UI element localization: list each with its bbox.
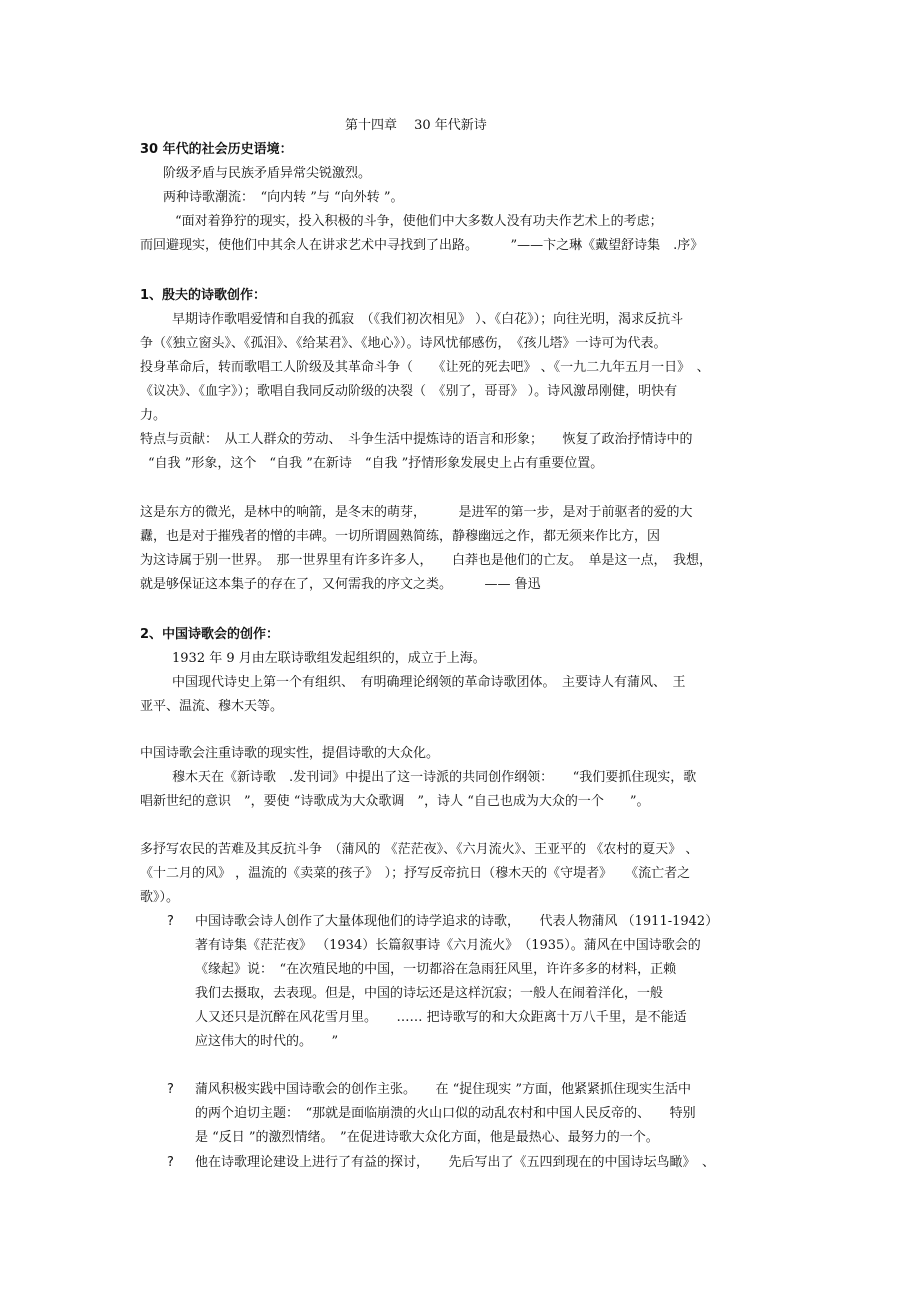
section1-line: 早期诗作歌唱爱情和自我的孤寂 （《我们初次相见》 ）、《白花》）；向往光明，渴求反抗斗 <box>172 312 684 327</box>
section2-para2-line: 穆木天在《新诗歌 .发刊词》中提出了这一诗派的共同创作纲领： “我们要抓住现实，歌 <box>172 770 697 785</box>
bullet2-line: 是 “反日 ”的激烈情绪。 ”在促进诗歌大众化方面，他是最热心、最努力的一个。 <box>195 1130 659 1145</box>
luxun-quote-line: 纛，也是对于摧残者的憎的丰碑。一切所谓圆熟简练，静穆幽远之作，都无须来作比方，因 <box>140 529 661 544</box>
section2-para3-line: 歌》）。 <box>140 890 180 905</box>
section1-line: 力。 <box>140 408 167 423</box>
section2-para3-line: 多抒写农民的苦难及其反抗斗争 （蒲风的 《茫茫夜》、《六月流火》、王亚平的 《农村的夏天》 、 <box>140 842 699 857</box>
section1-heading: 1、殷夫的诗歌创作： <box>140 288 267 303</box>
bullet3-line: 他在诗歌理论建设上进行了有益的探讨， 先后写出了《五四到现在的中国诗坛鸟瞰》 、 <box>195 1155 716 1170</box>
bullet1-line: 人又还只是沉醉在风花雪月里。 …… 把诗歌写的和大众距离十万八千里，是不能适 <box>195 1010 687 1025</box>
bullet-marker: ? <box>167 1082 174 1097</box>
section2-line: 中国现代诗史上第一个有组织、 有明确理论纲领的革命诗歌团体。 主要诗人有蒲风、 王 <box>172 675 686 690</box>
section2-line: 1932 年 9 月由左联诗歌组发起组织的，成立于上海。 <box>172 651 486 666</box>
section2-line: 亚平、温流、穆木天等。 <box>140 699 284 714</box>
intro-line: 阶级矛盾与民族矛盾异常尖锐激烈。 <box>163 166 372 181</box>
bullet2-line: 的两个迫切主题： “那就是面临崩溃的火山口似的动乱农村和中国人民反帝的、 特别 <box>195 1106 696 1121</box>
chapter-title: 第十四章 30 年代新诗 <box>345 118 487 133</box>
section1-line: 投身革命后，转而歌唱工人阶级及其革命斗争（ 《让死的死去吧》 、《一九二九年五月一日》 、 <box>140 360 710 375</box>
section1-line: 特点与贡献： 从工人群众的劳动、 斗争生活中提炼诗的语言和形象； 恢复了政治抒情诗中的 <box>140 432 693 447</box>
section1-line: 争（《独立窗头》、《孤泪》、《给某君》、《地心》）。诗风忧郁感伤， 《孩儿塔》一诗可为代表。 <box>140 336 667 351</box>
section2-para2-line: 唱新世纪的意识 ”，要使 “诗歌成为大众歌调 ”，诗人 “自己也成为大众的一个 ”。 <box>140 794 650 809</box>
intro-quote-line: “面对着狰狞的现实，投入积极的斗争，使他们中大多数人没有功夫作艺术上的考虑； <box>175 214 663 229</box>
section2-para3-line: 《十二月的风》 ，温流的《卖菜的孩子》 ）；抒写反帝抗日（穆木天的《守堤者》 《流亡者之 <box>140 866 691 881</box>
section1-line: “自我 ”形象，这个 “自我 ”在新诗 “自我 ”抒情形象发展史上占有重要位置。 <box>148 456 604 471</box>
section2-heading: 2、中国诗歌会的创作： <box>140 627 280 642</box>
intro-line: 两种诗歌潮流： “向内转 ”与 “向外转 ”。 <box>163 190 404 205</box>
bullet-marker: ? <box>167 1155 174 1170</box>
luxun-quote-line: 这是东方的微光，是林中的响箭，是冬末的萌芽， 是进军的第一步，是对于前驱者的爱的大 <box>140 505 693 520</box>
bullet1-line: 我们去摄取，去表现。但是，中国的诗坛还是这样沉寂；一般人在闹着洋化，一般 <box>195 986 664 1001</box>
section1-line: 《议决》、《血字》）；歌唱自我同反动阶级的决裂（ 《别了，哥哥》 ）。诗风激昂刚健，明快有 <box>140 384 678 399</box>
section2-para2-line: 中国诗歌会注重诗歌的现实性，提倡诗歌的大众化。 <box>140 746 440 761</box>
bullet2-line: 蒲风积极实践中国诗歌会的创作主张。 在 “捉住现实 ”方面，他紧紧抓住现实生活中 <box>195 1082 692 1097</box>
intro-heading: 30 年代的社会历史语境： <box>140 142 293 157</box>
intro-quote-line: 而回避现实，使他们中其余人在讲求艺术中寻找到了出路。 ”——卞之琳《戴望舒诗集 .序》 <box>140 238 704 253</box>
bullet1-line: 应这伟大的时代的。 ” <box>195 1034 339 1049</box>
bullet1-line: 中国诗歌会诗人创作了大量体现他们的诗学追求的诗歌， 代表人物蒲风 （1911-1942） <box>195 914 719 929</box>
luxun-quote-line: 为这诗属于别一世界。 那一世界里有许多许多人， 白莽也是他们的亡友。 单是这一点， 我想， <box>140 553 713 568</box>
bullet1-line: 著有诗集《茫茫夜》 （1934）长篇叙事诗《六月流火》 （1935）。蒲风在中国诗歌会的 <box>195 938 701 953</box>
luxun-quote-line: 就是够保证这本集子的存在了，又何需我的序文之类。 —— 鲁迅 <box>140 577 541 592</box>
bullet-marker: ? <box>167 914 174 929</box>
bullet1-line: 《缘起》说： “在次殖民地的中国，一切都浴在急雨狂风里，许许多多的材料，正赖 <box>195 962 677 977</box>
